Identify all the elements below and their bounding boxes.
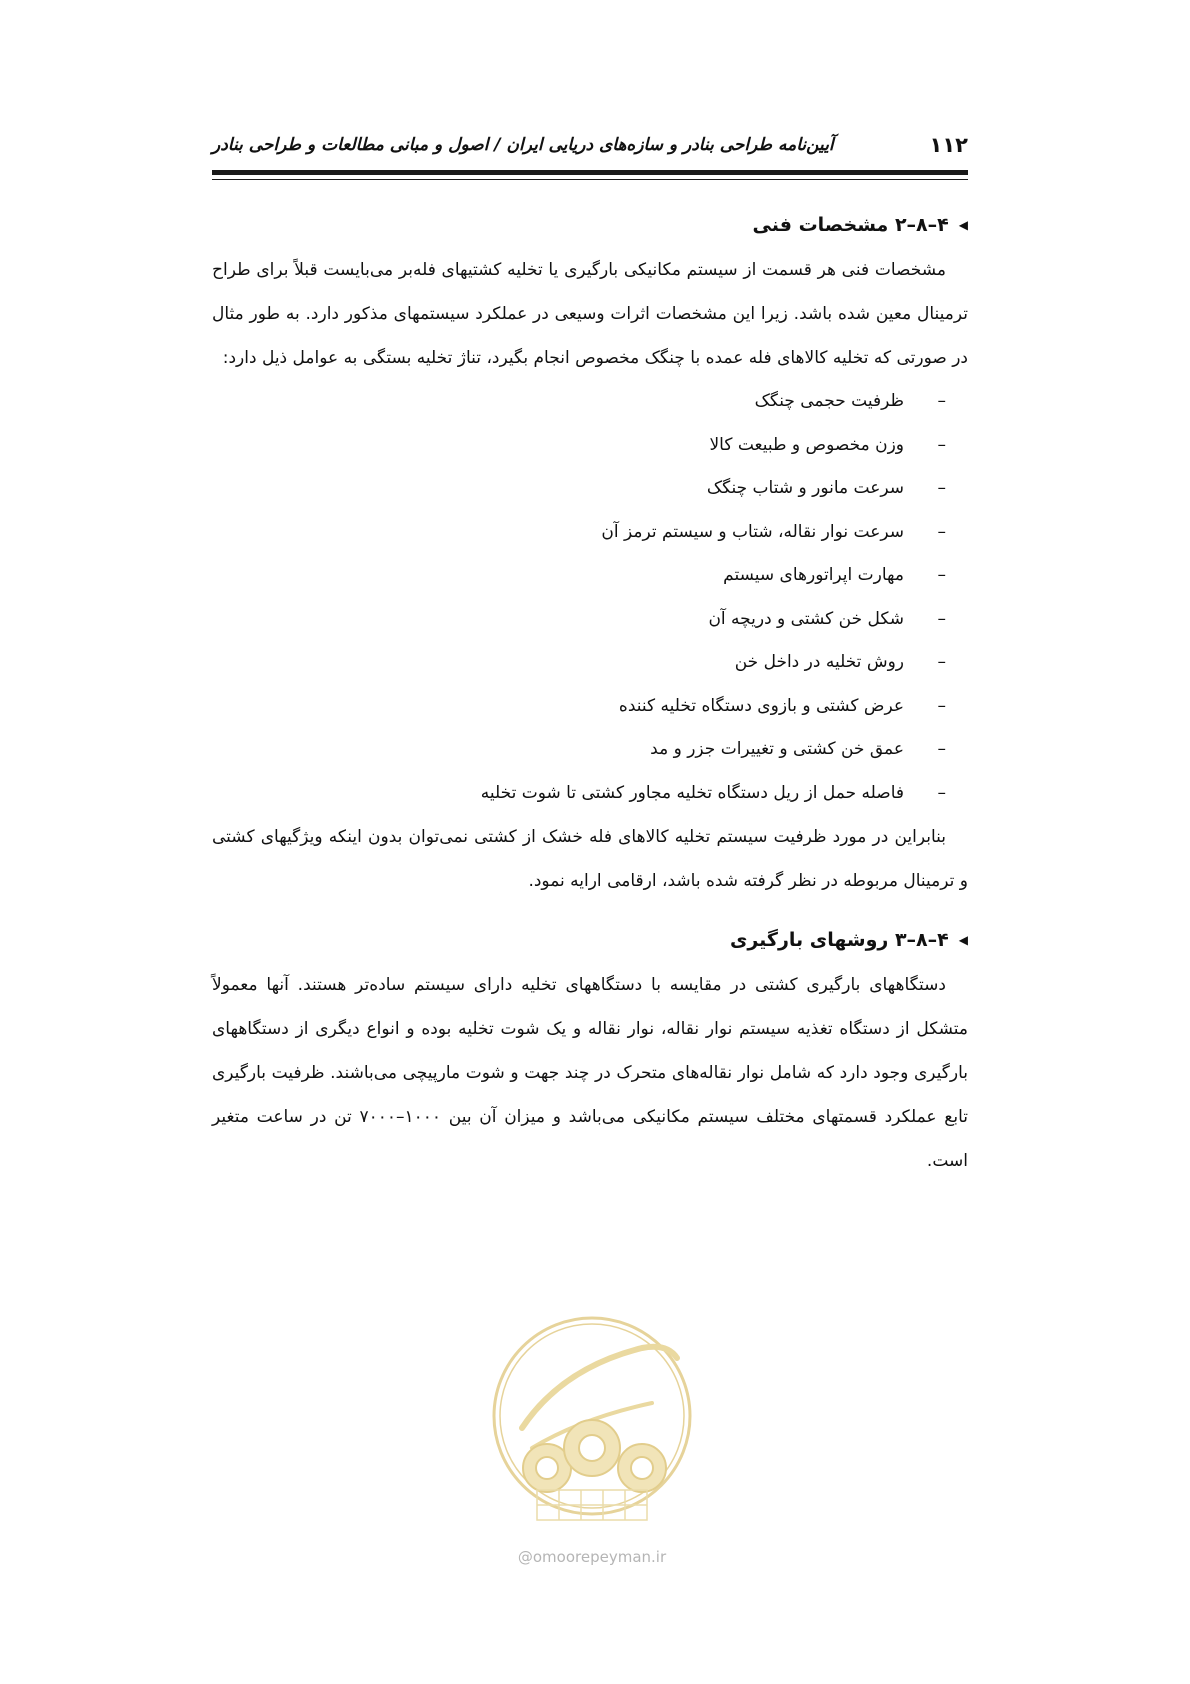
list-item: – وزن مخصوص و طبیعت کالا (212, 424, 946, 468)
dash-bullet-icon: – (937, 782, 946, 803)
paragraph-conclusion: بنابراین در مورد ظرفیت سیستم تخلیه کالاهای فله خشک از کشتی نمی‌توان بدون اینکه ویژگیهای کشتی و ترمینال مربوطه در نظر گرفته شده باشد، ارقامی ارایه نمود. (212, 827, 968, 891)
dash-bullet-icon: – (937, 434, 946, 455)
list-item: – فاصله حمل از ریل دستگاه تخلیه مجاور کشتی تا شوت تخلیه (212, 772, 946, 816)
factor-list (212, 380, 968, 815)
running-title: آیین‌نامه طراحی بنادر و سازه‌های دریایی ایران / اصول و مبانی مطالعات و طراحی بنادر (212, 135, 834, 155)
triangle-marker-icon: ◀ (958, 218, 968, 232)
dash-bullet-icon: – (937, 391, 946, 411)
list-item: – عرض کشتی و بازوی دستگاه تخلیه کننده (212, 685, 946, 729)
dash-bullet-icon: – (937, 695, 946, 716)
header-rule-thin (212, 179, 968, 180)
gear-seal-icon (492, 1308, 692, 1543)
header-rule-thick (212, 170, 968, 175)
list-item: – روش تخلیه در داخل خن (212, 641, 946, 685)
page-number: ۱۱۲ (929, 133, 968, 157)
list-item: – شکل خن کشتی و دریچه آن (212, 598, 946, 642)
dash-bullet-icon: – (937, 652, 946, 672)
paragraph-technical-specs: مشخصات فنی هر قسمت از سیستم مکانیکی بارگیری یا تخلیه کشتیهای فله‌بر می‌بایست قبلاً برای طراح ترمینال معین شده باشد. زیرا این مشخصات اثرات وسیعی در عملکرد سیستمهای مذکور دارد. به طور مثال در صورتی که تخلیه کالاهای فله عمده با چنگک مخصوص انجام بگیرد، تناژ تخلیه بستگی به عوامل ذیل دارد: (212, 260, 968, 368)
watermark-logo (492, 1308, 692, 1570)
section-heading-loading-methods (212, 925, 968, 955)
list-item: – مهارت اپراتورهای سیستم (212, 554, 946, 598)
list-item: – سرعت مانور و شتاب چنگک (212, 467, 946, 511)
page-body (212, 210, 968, 1183)
list-item: – ظرفیت حجمی چنگک (212, 380, 946, 424)
dash-bullet-icon: – (937, 608, 946, 629)
triangle-marker-icon: ◀ (958, 933, 968, 947)
section-heading-text: ۴–۸–۲ مشخصات فنی (752, 214, 949, 236)
paragraph-loading-methods: دستگاههای بارگیری کشتی در مقایسه با دستگاههای تخلیه دارای سیستم ساده‌تر هستند. آنها معمولاً متشکل از دستگاه تغذیه سیستم نوار نقاله، نوار نقاله و یک شوت تخلیه بوده و انواع دیگری از دستگاههای بارگیری وجود دارد که شامل نوار نقاله‌های متحرک در چند جهت و شوت مارپیچی می‌باشند. ظرفیت بارگیری تابع عملکرد قسمتهای مختلف سیستم مکانیکی می‌باشد و میزان آن بین ۱۰۰۰–۷۰۰۰ تن در ساعت متغیر است. (212, 975, 968, 1171)
list-item: – عمق خن کشتی و تغییرات جزر و مد (212, 728, 946, 772)
dash-bullet-icon: – (937, 565, 946, 585)
section-heading-technical-specs (212, 210, 968, 240)
dash-bullet-icon: – (937, 521, 946, 542)
dash-bullet-icon: – (937, 739, 946, 759)
dash-bullet-icon: – (937, 478, 946, 498)
section-heading-text: ۴–۸–۳ روشهای بارگیری (729, 929, 949, 951)
page-header (212, 128, 968, 162)
list-item: – سرعت نوار نقاله، شتاب و سیستم ترمز آن (212, 511, 946, 555)
watermark-url: @omoorepeyman.ir (517, 1548, 667, 1566)
